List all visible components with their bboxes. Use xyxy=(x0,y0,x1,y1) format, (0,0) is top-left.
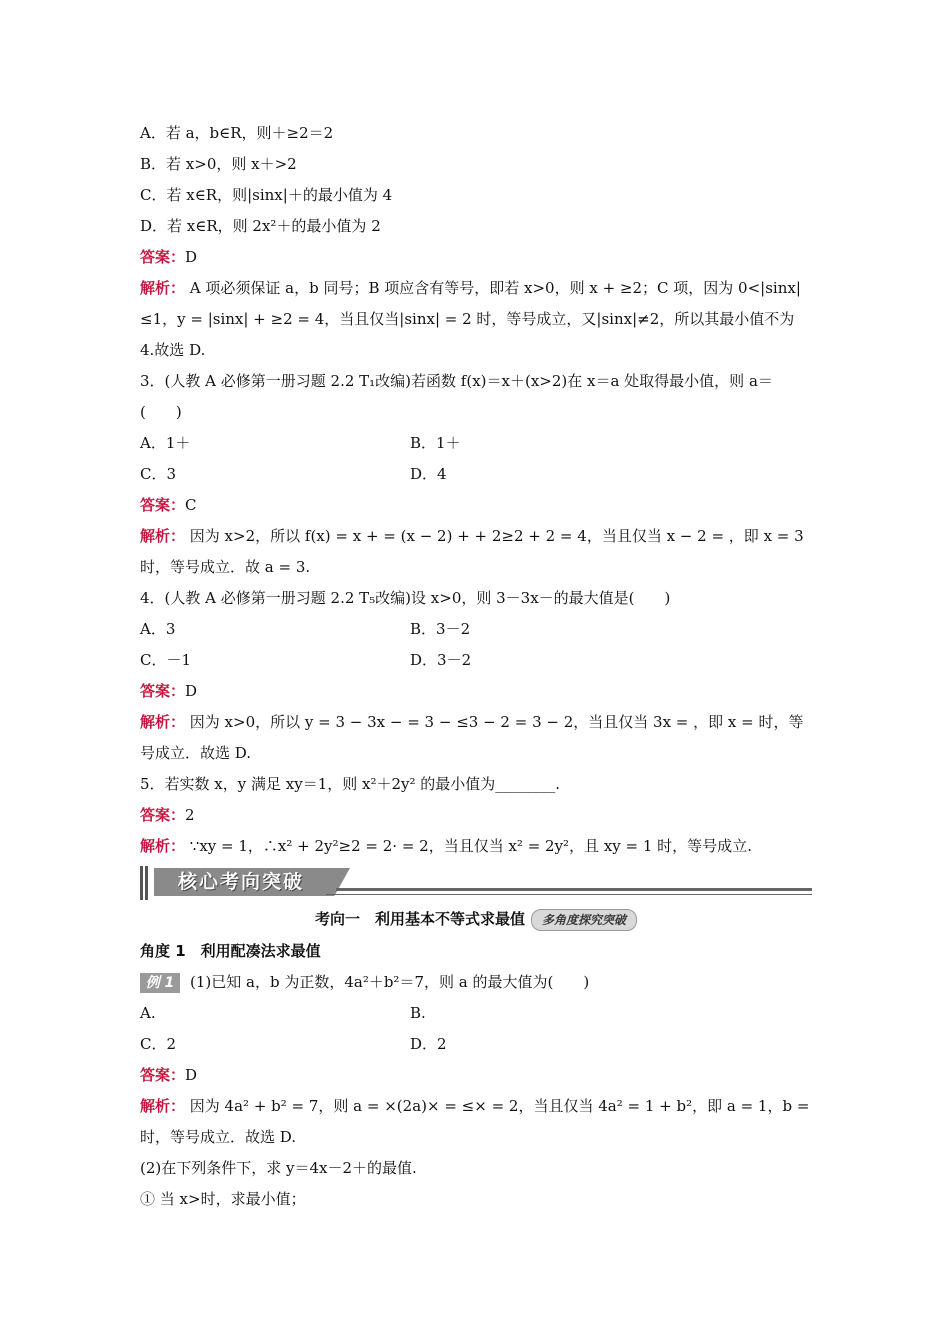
ex1-options-row1 xyxy=(140,998,812,1029)
analysis-text: 因为 4a² + b² = 7，则 a = ×(2a)× = ≤× = 2，当且仅当 4a² = 1 + b²，即 a = 1，b = 时，等号成立．故选 D. xyxy=(140,1097,810,1146)
answer-label: 答案： xyxy=(140,806,186,824)
q3-stem: 3．(人教 A 必修第一册习题 2.2 T₁改编)若函数 f(x)＝x＋(x>2)在 x＝a 处取得最小值，则 a＝( ) xyxy=(140,372,773,421)
analysis-text: A 项必须保证 a，b 同号；B 项应含有等号，即若 x>0，则 x + ≥2；C 项，因为 0<|sinx|≤1，y = |sinx| + ≥2 = 4，当且仅当|sinx| = 2 时，等号成立，又|sinx|≠2，所以其最小值不为 4.故选 D. xyxy=(140,279,801,359)
answer-label: 答案： xyxy=(140,496,186,514)
analysis-text: 因为 x>0，所以 y = 3 − 3x − = 3 − ≤3 − 2 = 3 − 2，当且仅当 3x = ，即 x = 时，等号成立．故选 D. xyxy=(140,713,804,762)
ex1-option-a: A. xyxy=(140,1004,156,1022)
answer-value: C xyxy=(185,496,197,514)
q3-options-row1 xyxy=(140,428,812,459)
q4-answer xyxy=(140,676,812,707)
banner-rule xyxy=(336,888,812,891)
section-banner xyxy=(140,866,812,900)
q2-option-c: C．若 x∈R，则|sinx|＋的最小值为 4 xyxy=(140,186,393,204)
ex1-option-c: C．2 xyxy=(140,1035,177,1053)
ex2-part1: ① 当 x>时，求最小值； xyxy=(140,1190,306,1208)
q2-option-a: A．若 a，b∈R，则＋≥2＝2 xyxy=(140,124,334,142)
subsection-tag: 多角度探究突破 xyxy=(531,909,637,931)
answer-label: 答案： xyxy=(140,682,186,700)
ex1-answer xyxy=(140,1060,812,1091)
q4-options-row1 xyxy=(140,614,812,645)
analysis-label: 解析： xyxy=(140,279,186,297)
section-title: 核心考向突破 xyxy=(178,871,305,893)
banner-rule xyxy=(326,894,812,895)
ex2-stem: (2)在下列条件下，求 y＝4x－2＋的最值. xyxy=(140,1159,417,1177)
example-badge: 例 1 xyxy=(140,973,180,993)
q4-option-b: B．3－2 xyxy=(410,620,471,638)
analysis-label: 解析： xyxy=(140,1097,186,1115)
answer-value: D xyxy=(185,682,198,700)
q4-stem: 4．(人教 A 必修第一册习题 2.2 T₅改编)设 x>0，则 3－3x－的最大值是( ) xyxy=(140,589,671,607)
ex1-option-b: B. xyxy=(410,1004,426,1022)
q4-analysis xyxy=(140,707,812,769)
q5-stem: 5．若实数 x，y 满足 xy＝1，则 x²＋2y² 的最小值为________. xyxy=(140,775,561,793)
answer-value: D xyxy=(185,248,198,266)
analysis-label: 解析： xyxy=(140,713,186,731)
ex1-option-d: D．2 xyxy=(410,1035,447,1053)
document-page xyxy=(140,118,812,1215)
q2-option-d: D．若 x∈R，则 2x²＋的最小值为 2 xyxy=(140,217,381,235)
example-1-text: (1)已知 a，b 为正数，4a²＋b²＝7，则 a 的最大值为( ) xyxy=(190,973,590,991)
q4-options-row2 xyxy=(140,645,812,676)
q3-answer xyxy=(140,490,812,521)
q4-option-d: D．3－2 xyxy=(410,651,472,669)
q3-option-b: B．1＋ xyxy=(410,434,461,452)
ex1-options-row2 xyxy=(140,1029,812,1060)
q3-analysis xyxy=(140,521,812,583)
subsection-title: 考向一 利用基本不等式求最值 xyxy=(314,910,525,928)
q3-options-row2 xyxy=(140,459,812,490)
answer-label: 答案： xyxy=(140,248,186,266)
example-1-stem xyxy=(140,967,812,998)
q4-option-c: C．－1 xyxy=(140,651,192,669)
subsection-heading xyxy=(140,902,812,936)
q3-option-a: A．1＋ xyxy=(140,434,191,452)
answer-label: 答案： xyxy=(140,1066,186,1084)
q5-analysis xyxy=(140,831,812,862)
answer-value: D xyxy=(185,1066,198,1084)
q5-answer xyxy=(140,800,812,831)
q2-analysis xyxy=(140,273,812,366)
ex1-analysis xyxy=(140,1091,812,1153)
q2-option-b: B．若 x>0，则 x＋>2 xyxy=(140,155,297,173)
q3-option-c: C．3 xyxy=(140,465,177,483)
analysis-text: ∵xy = 1，∴x² + 2y²≥2 = 2· = 2，当且仅当 x² = 2y²，且 xy = 1 时，等号成立. xyxy=(185,837,752,855)
banner-stripe xyxy=(140,866,150,900)
analysis-text: 因为 x>2，所以 f(x) = x + = (x − 2) + + 2≥2 + 2 = 4，当且仅当 x − 2 = ，即 x = 3 时，等号成立．故 a = 3. xyxy=(140,527,804,576)
analysis-label: 解析： xyxy=(140,837,186,855)
analysis-label: 解析： xyxy=(140,527,186,545)
answer-value: 2 xyxy=(185,806,195,824)
angle-heading: 角度 1 利用配凑法求最值 xyxy=(140,942,321,960)
q3-option-d: D．4 xyxy=(410,465,447,483)
q2-answer xyxy=(140,242,812,273)
q4-option-a: A．3 xyxy=(140,620,176,638)
